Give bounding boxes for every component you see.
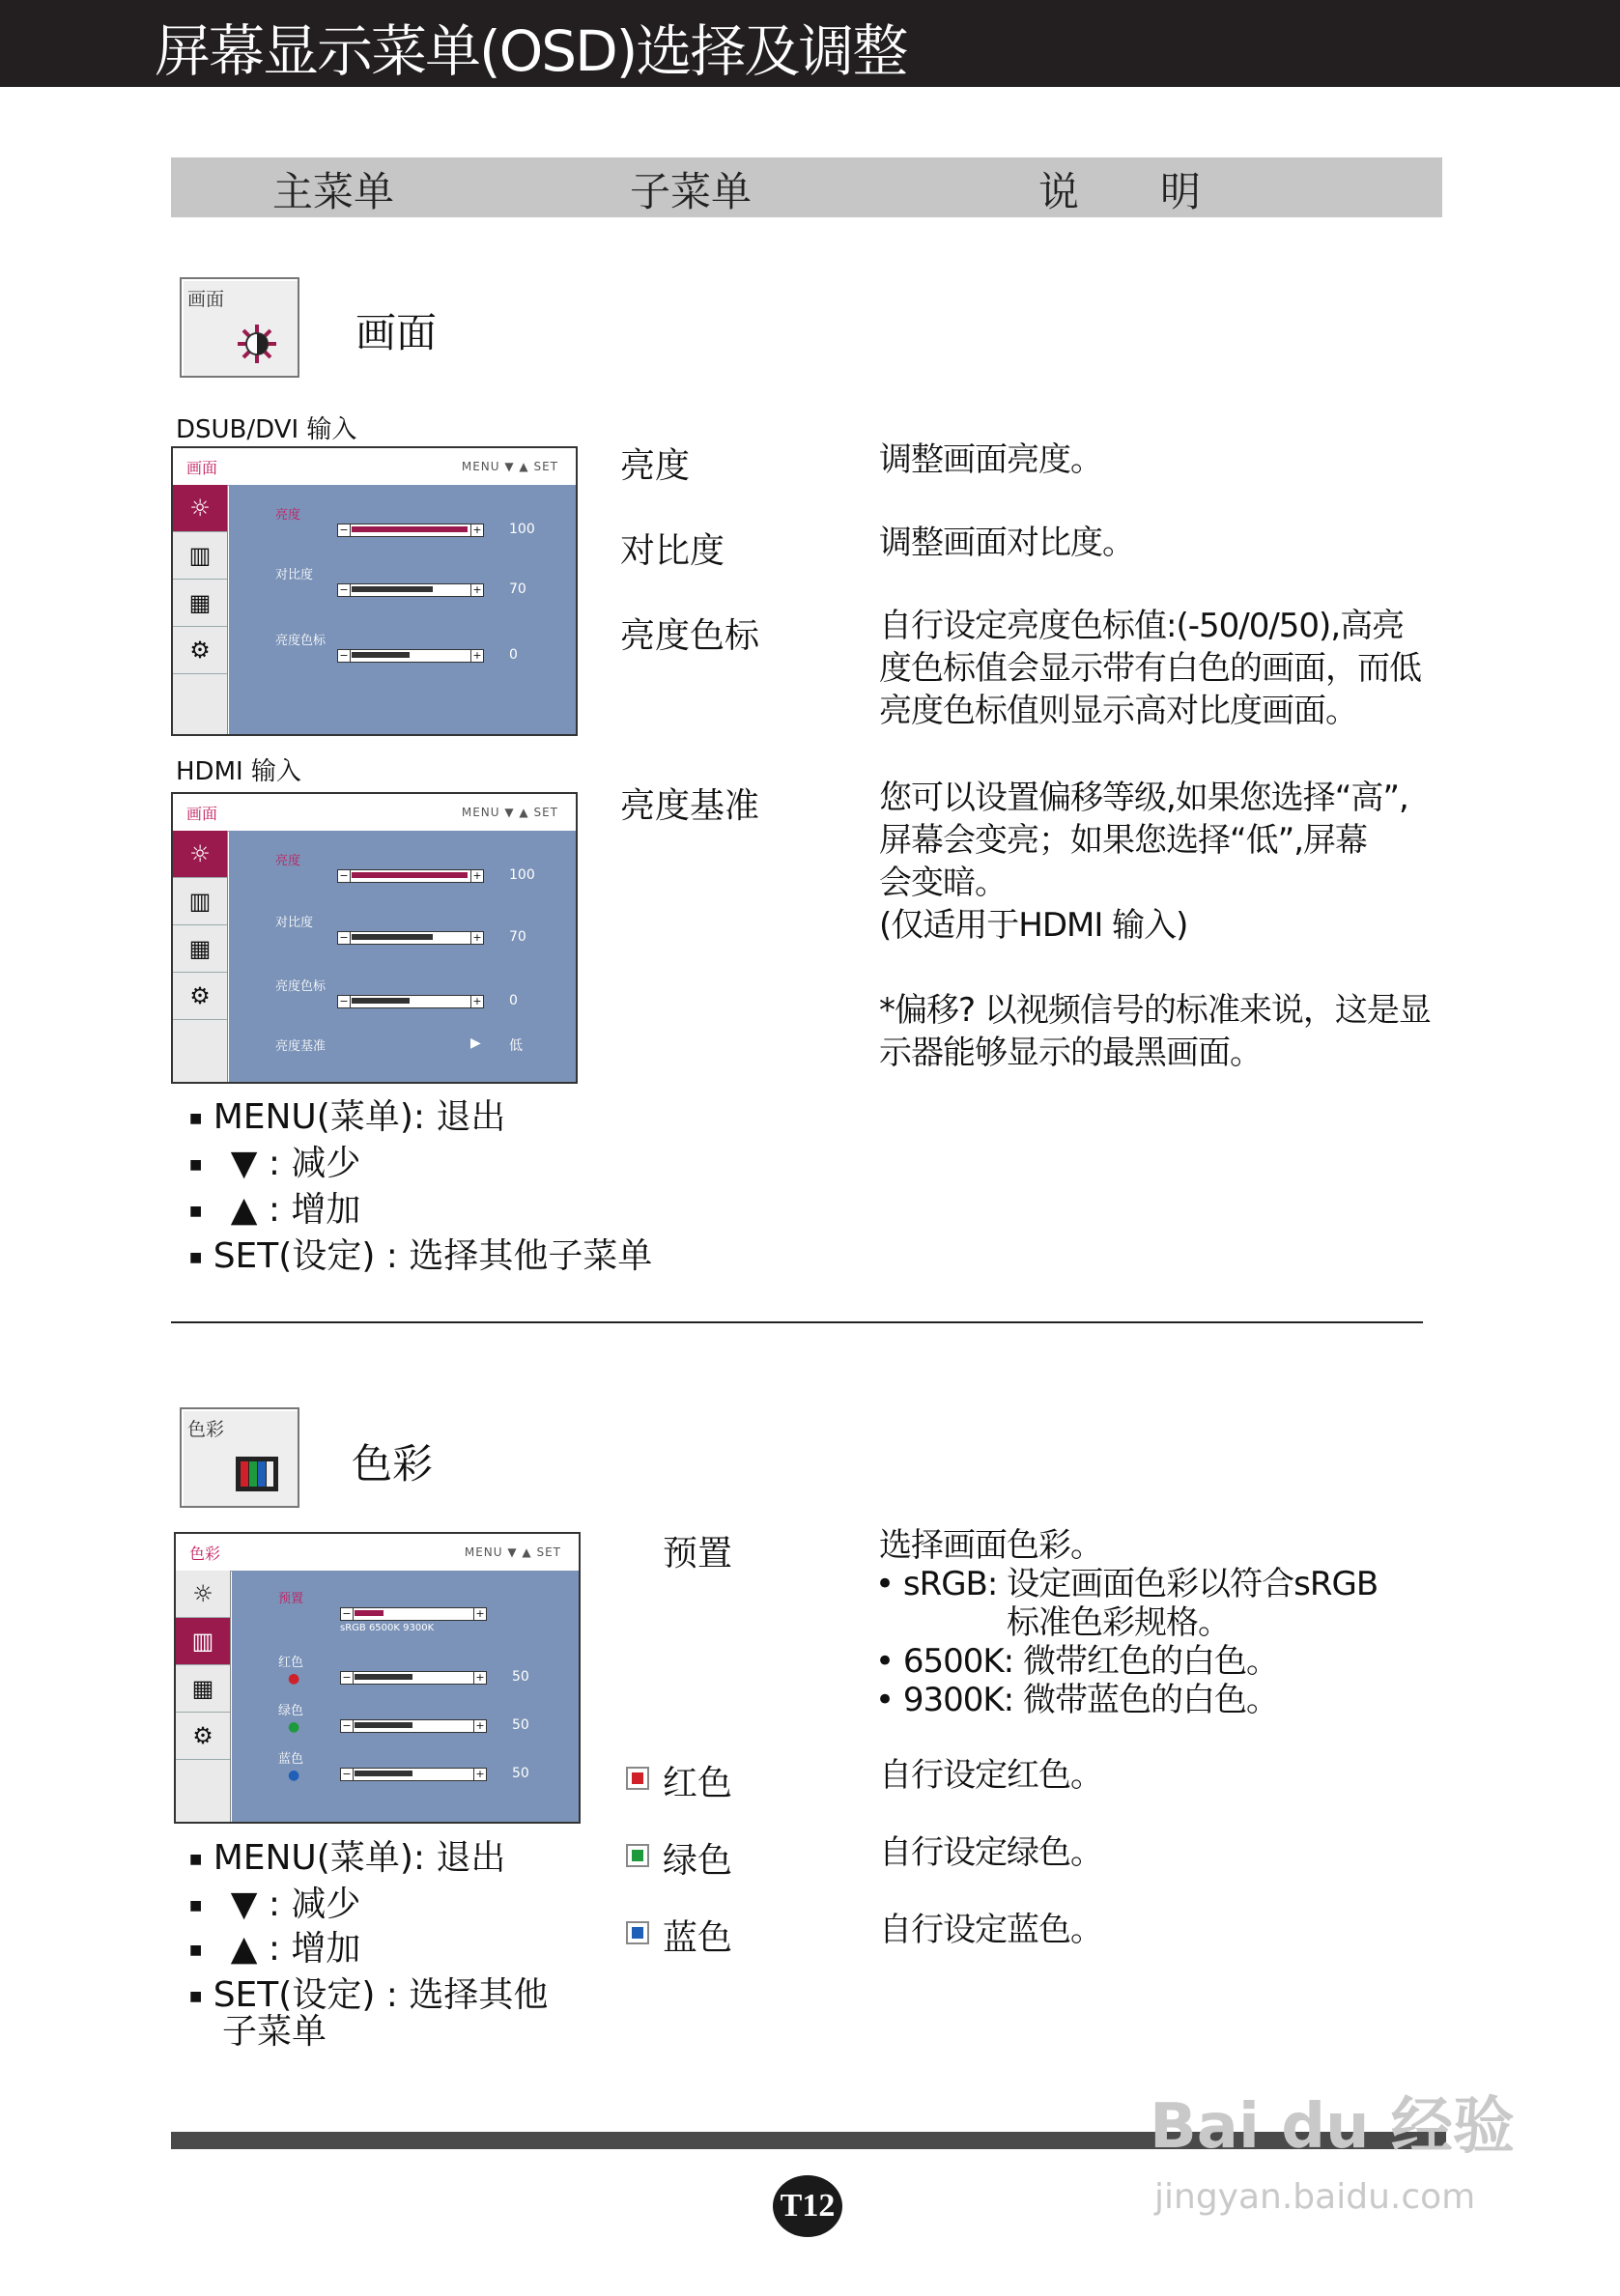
picture-section-title: 画面	[355, 309, 438, 356]
submenu-contrast: 对比度	[620, 531, 725, 571]
desc-gamma-line3: 亮度色标值则显示高对比度画面。	[879, 692, 1357, 730]
osd-black-level-name: 亮度基准	[275, 1039, 327, 1054]
column-sub-menu: 子菜单	[630, 168, 753, 215]
bullet-increase: ■ ▲ : 增加	[189, 1190, 361, 1230]
submenu-preset: 预置	[663, 1534, 733, 1573]
desc-black-level-line4: (仅适用于HDMI 输入)	[879, 906, 1188, 945]
osd-keys: MENU ▼ ▲ SET	[461, 806, 558, 819]
bullet-menu-exit: ■ MENU(菜单): 退出	[189, 1838, 506, 1878]
desc-preset-line4: • 6500K: 微带红色的白色。	[875, 1642, 1278, 1681]
bullet-decrease: ■ ▼ : 减少	[189, 1885, 361, 1924]
osd-tab-picture-icon: ☼	[176, 1571, 230, 1618]
osd-green-name: 绿色	[278, 1704, 304, 1718]
up-arrow-icon: ▲	[230, 1190, 258, 1230]
osd-keys: MENU ▼ ▲ SET	[464, 1545, 561, 1559]
submenu-green: 绿色	[663, 1841, 733, 1881]
osd-red-value: 50	[512, 1669, 529, 1685]
bullet-set-select: ■ SET(设定) : 选择其他	[189, 1975, 549, 2015]
blue-swatch-icon	[626, 1921, 649, 1948]
bullet-set-select-cont: 子菜单	[222, 2012, 327, 2052]
osd-contrast-name: 对比度	[275, 916, 314, 930]
down-arrow-icon: ▼	[230, 1885, 258, 1924]
desc-green: 自行设定绿色。	[879, 1833, 1102, 1872]
picture-menu-icon-box	[180, 277, 299, 378]
osd-green-value: 50	[512, 1717, 529, 1733]
osd-picture-dsub: 画面 MENU ▼ ▲ SET ☼ ▥ ▦ ⚙ 亮度 − + 100 对比度 − + 70 亮度色标 − + 0	[171, 446, 578, 736]
picture-icon-label: 画面	[187, 289, 225, 310]
osd-preset-options: sRGB 6500K 9300K	[340, 1623, 435, 1633]
osd-preset-name: 预置	[278, 1592, 304, 1606]
down-arrow-icon: ▼	[230, 1144, 258, 1183]
desc-black-level-line3: 会变暗。	[879, 864, 1007, 902]
osd-tab-tracking-icon: ▦	[173, 925, 227, 973]
osd-brightness-value: 100	[509, 522, 535, 537]
osd-gamma-value: 0	[509, 993, 518, 1008]
osd-tab-color-icon: ▥	[173, 878, 227, 925]
submenu-red: 红色	[663, 1764, 733, 1803]
osd-red-name: 红色	[278, 1656, 304, 1670]
osd-keys: MENU ▼ ▲ SET	[461, 460, 558, 473]
color-section-title: 色彩	[352, 1440, 434, 1488]
osd-title: 画面	[186, 459, 218, 477]
osd-tab-color-icon: ▥	[173, 532, 227, 580]
section-divider	[171, 1321, 1423, 1323]
up-arrow-icon: ▲	[230, 1929, 258, 1969]
color-bars-icon	[236, 1453, 278, 1495]
osd-contrast-name: 对比度	[275, 568, 314, 582]
osd-title: 画面	[186, 805, 218, 823]
osd-picture-hdmi: 画面 MENU ▼ ▲ SET ☼ ▥ ▦ ⚙ 亮度 − + 100 对比度 − + 70 亮度色标 − + 0 亮度基准 ▶ 低	[171, 792, 578, 1084]
desc-blue: 自行设定蓝色。	[879, 1911, 1102, 1949]
osd-tab-setup-icon: ⚙	[173, 627, 227, 674]
osd-gamma-name: 亮度色标	[275, 979, 327, 994]
osd-contrast-value: 70	[509, 929, 526, 945]
desc-black-level-note2: 示器能够显示的最黑画面。	[879, 1034, 1262, 1072]
desc-contrast: 调整画面对比度。	[879, 524, 1134, 562]
color-icon-label: 色彩	[187, 1419, 225, 1440]
red-swatch-icon	[626, 1767, 649, 1794]
desc-preset-line5: • 9300K: 微带蓝色的白色。	[875, 1681, 1278, 1719]
bullet-set-select: ■ SET(设定) : 选择其他子菜单	[189, 1236, 653, 1276]
osd-tab-picture-icon: ☼	[173, 485, 227, 532]
bullet-menu-exit: ■ MENU(菜单): 退出	[189, 1097, 506, 1137]
desc-black-level-note1: *偏移? 以视频信号的标准来说，这是显	[879, 991, 1431, 1030]
osd-blue-value: 50	[512, 1766, 529, 1781]
watermark-url: jingyan.baidu.com	[1154, 2177, 1476, 2217]
desc-preset-line2: • sRGB: 设定画面色彩以符合sRGB	[875, 1565, 1378, 1603]
osd-contrast-value: 70	[509, 581, 526, 597]
desc-black-level-line2: 屏幕会变亮；如果您选择“低”,屏幕	[879, 821, 1368, 860]
page-number: T12	[773, 2175, 842, 2237]
osd-tab-tracking-icon: ▦	[176, 1665, 230, 1713]
desc-brightness: 调整画面亮度。	[879, 440, 1102, 479]
osd-brightness-name: 亮度	[275, 508, 301, 523]
submenu-blue: 蓝色	[663, 1918, 733, 1958]
watermark-brand: Bai du 经验	[1150, 2091, 1515, 2163]
osd-tab-setup-icon: ⚙	[173, 973, 227, 1020]
osd-tab-picture-icon: ☼	[173, 831, 227, 878]
bullet-increase: ■ ▲ : 增加	[189, 1929, 361, 1969]
brightness-icon	[236, 323, 278, 365]
osd-black-level-value: 低	[509, 1038, 523, 1054]
desc-preset-line1: 选择画面色彩。	[879, 1526, 1102, 1565]
osd-tab-tracking-icon: ▦	[173, 580, 227, 627]
submenu-gamma: 亮度色标	[620, 616, 760, 656]
osd-title: 色彩	[189, 1545, 221, 1563]
desc-gamma-line2: 度色标值会显示带有白色的画面，而低	[879, 649, 1421, 688]
color-menu-icon-box	[180, 1407, 299, 1508]
osd-tab-setup-icon: ⚙	[176, 1713, 230, 1760]
submenu-black-level: 亮度基准	[620, 786, 760, 826]
bullet-decrease: ■ ▼ : 减少	[189, 1144, 361, 1183]
osd-gamma-name: 亮度色标	[275, 634, 327, 648]
osd-gamma-value: 0	[509, 647, 518, 663]
dsub-dvi-label: DSUB/DVI 输入	[176, 415, 357, 444]
osd-brightness-name: 亮度	[275, 854, 301, 868]
osd-tab-color-icon: ▥	[176, 1618, 230, 1665]
desc-gamma-line1: 自行设定亮度色标值:(-50/0/50),高亮	[879, 607, 1405, 645]
osd-blue-name: 蓝色	[278, 1752, 304, 1767]
column-description: 说 明	[1038, 168, 1202, 215]
column-main-menu: 主菜单	[272, 168, 395, 215]
page-title: 屏幕显示菜单(OSD)选择及调整	[155, 18, 907, 84]
green-swatch-icon	[626, 1844, 649, 1871]
osd-color: 色彩 MENU ▼ ▲ SET ☼ ▥ ▦ ⚙ 预置 − + sRGB 6500K 9300K 红色 ● − + 50 绿色 ● − + 50 蓝色 ● − + 50	[174, 1532, 581, 1824]
desc-red: 自行设定红色。	[879, 1756, 1102, 1795]
osd-brightness-value: 100	[509, 867, 535, 883]
submenu-brightness: 亮度	[620, 446, 691, 486]
hdmi-label: HDMI 输入	[176, 757, 301, 786]
desc-black-level-line1: 您可以设置偏移等级,如果您选择“高”,	[879, 779, 1408, 817]
desc-preset-line3: 标准色彩规格。	[1007, 1603, 1230, 1642]
